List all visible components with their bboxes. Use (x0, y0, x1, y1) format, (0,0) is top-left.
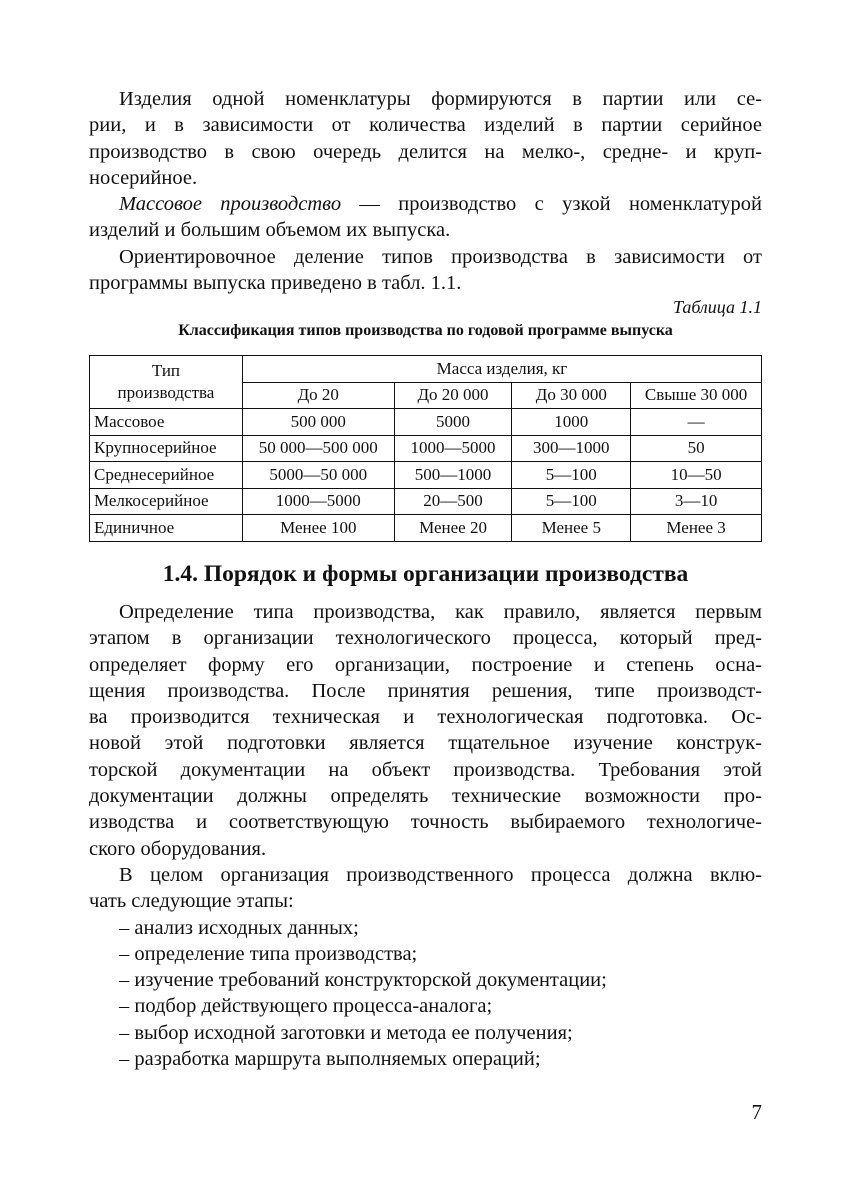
col-header: Свыше 30 000 (631, 382, 762, 409)
table-cell: 5—100 (512, 462, 631, 489)
table-cell: 300—1000 (512, 435, 631, 462)
table-row (90, 462, 762, 489)
text-line: изделий и большим объемом их выпуска. (89, 219, 451, 242)
text-line: Изделия одной номенклатуры формируются в партии или се- (119, 88, 762, 110)
text-line: щения производства. После принятия решения, типе производст- (89, 679, 762, 702)
table-row (90, 488, 762, 515)
stages-list (89, 915, 762, 1073)
paragraph-1 (89, 86, 762, 191)
text-fragment: — производство с узкой номенклатурой (341, 193, 762, 216)
table-row (90, 409, 762, 436)
table-cell: Менее 20 (394, 515, 512, 542)
table-cell: 500 000 (242, 409, 394, 436)
table-cell: 5000—50 000 (242, 462, 394, 489)
section-heading: 1.4. Порядок и формы организации производства (162, 561, 689, 587)
term-mass-production: Массовое производство (119, 193, 342, 216)
table-cell: Менее 100 (242, 515, 394, 542)
row-name: Массовое (90, 409, 243, 436)
production-types-table (89, 355, 762, 542)
text-line: Ориентировочное деление типов производства в зависимости от (119, 245, 762, 268)
text-line: носерийное. (89, 166, 198, 189)
text-line: изводства и соответствующую точность выбираемого технологиче- (89, 811, 762, 834)
table-cell: 1000—5000 (242, 488, 394, 515)
text-line: программы выпуска приведено в табл. 1.1. (89, 272, 462, 295)
list-item: – изучение требований конструкторской документации; (119, 969, 607, 992)
table-cell: 50 000—500 000 (242, 435, 394, 462)
text-line: определяет форму его организации, построение и степень осна- (89, 653, 762, 676)
table-cell: 500—1000 (394, 462, 512, 489)
col-group-header: Масса изделия, кг (242, 356, 761, 383)
text-line: ва производится техническая и технологическая подготовка. Ос- (89, 706, 762, 729)
table-cell: 3—10 (631, 488, 762, 515)
text-line (89, 191, 762, 217)
text-line: Определение типа производства, как правило, является первым (119, 601, 762, 623)
intro-block (89, 86, 762, 296)
text-line: ского оборудования. (89, 837, 267, 860)
table-row (90, 435, 762, 462)
table-cell: Менее 3 (631, 515, 762, 542)
col-header: До 20 (242, 382, 394, 409)
col-header: До 20 000 (394, 382, 512, 409)
table-cell: Менее 5 (512, 515, 631, 542)
text-line: чать следующие этапы: (89, 890, 294, 913)
col-header-type-line1: Тип (151, 361, 181, 380)
list-item: – разработка маршрута выполняемых операций; (119, 1048, 541, 1071)
row-name: Мелкосерийное (90, 488, 243, 515)
page-number: 7 (751, 1100, 762, 1124)
list-item: – подбор действующего процесса-аналога; (119, 995, 493, 1018)
table-caption: Таблица 1.1 (672, 297, 762, 317)
table-title: Классификация типов производства по годовой программе выпуска (178, 322, 673, 339)
list-item: – определение типа производства; (119, 942, 418, 965)
col-header-type-line2: производства (117, 383, 215, 402)
text-line: документации должны определять технические возможности про- (89, 785, 762, 808)
text-line: торской документации на объект производства. Требования этой (89, 758, 762, 781)
table-cell: 1000 (512, 409, 631, 436)
section-body (89, 599, 762, 1072)
section-paragraph-1 (89, 599, 762, 862)
paragraph-2 (89, 191, 762, 244)
row-name: Крупносерийное (90, 435, 243, 462)
text-line: рии, и в зависимости от количества изделий в партии серийное (89, 114, 762, 137)
list-item: – анализ исходных данных; (119, 916, 359, 939)
col-header: До 30 000 (512, 382, 631, 409)
table-cell: 50 (631, 435, 762, 462)
col-header-type (90, 356, 243, 409)
table-cell: 1000—5000 (394, 435, 512, 462)
table-cell: — (631, 409, 762, 436)
table-header-row (90, 356, 762, 383)
text-line: производство в свою очередь делится на мелко-, средне- и круп- (89, 140, 762, 163)
text-line: новой этой подготовки является тщательное изучение конструк- (89, 732, 762, 755)
table-cell: 10—50 (631, 462, 762, 489)
row-name: Среднесерийное (90, 462, 243, 489)
list-item: – выбор исходной заготовки и метода ее получения; (119, 1021, 573, 1044)
text-line: В целом организация производственного процесса должна вклю- (119, 863, 762, 886)
table-cell: 5000 (394, 409, 512, 436)
paragraph-3 (89, 244, 762, 297)
table-cell: 5—100 (512, 488, 631, 515)
section-paragraph-2 (89, 862, 762, 915)
table-row (90, 515, 762, 542)
row-name: Единичное (90, 515, 243, 542)
text-line: этапом в организации технологического процесса, который пред- (89, 627, 762, 650)
table-cell: 20—500 (394, 488, 512, 515)
